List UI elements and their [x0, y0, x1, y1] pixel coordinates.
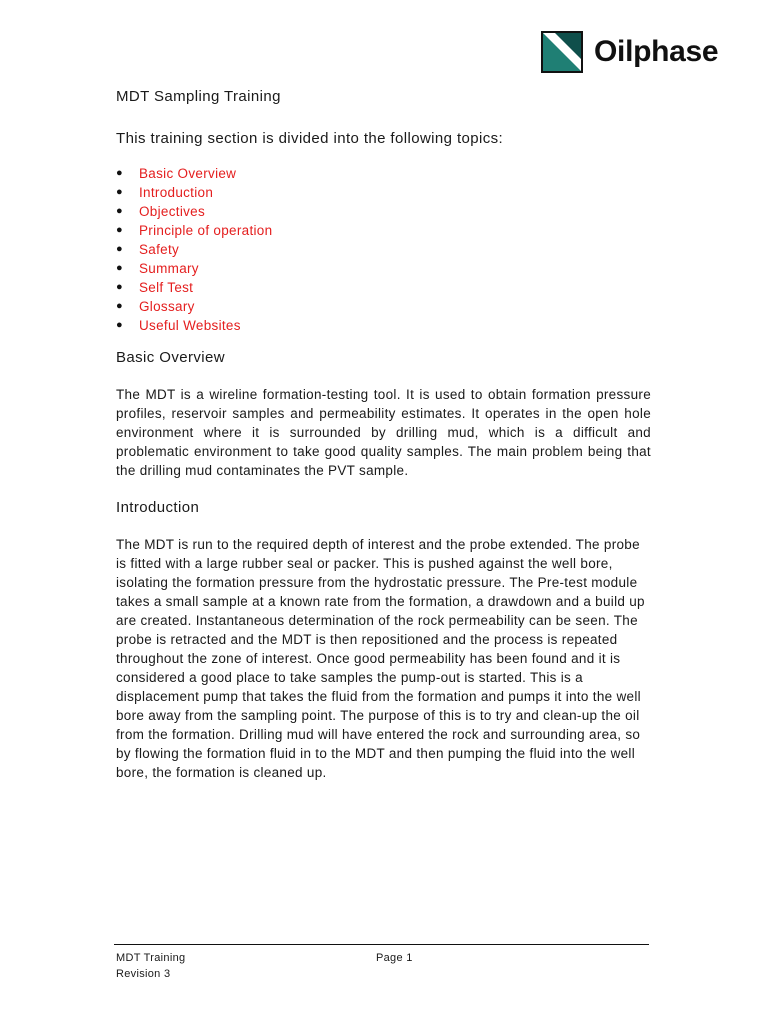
- list-item: [116, 164, 651, 183]
- list-item: [116, 221, 651, 240]
- footer-divider: [114, 944, 649, 945]
- list-item: [116, 202, 651, 221]
- bullet-icon: ●: [116, 281, 123, 293]
- list-item: [116, 259, 651, 278]
- topic-link-glossary[interactable]: Glossary: [139, 299, 195, 314]
- bullet-icon: ●: [116, 205, 123, 217]
- topic-link-basic-overview[interactable]: Basic Overview: [139, 166, 237, 181]
- footer-revision: Revision 3: [116, 968, 171, 980]
- section-body-basic-overview: The MDT is a wireline formation-testing tool. It is used to obtain formation pressure profiles, reservoir samples and permeability estimates. It operates in the open hole environment where it is surrounded by drilling mud, which is a difficult and problematic environment to take good quality samples. The main problem being that the drilling mud contaminates the PVT sample.: [116, 387, 651, 478]
- footer-document-name: MDT Training: [116, 952, 186, 964]
- list-item: [116, 278, 651, 297]
- bullet-icon: ●: [116, 186, 123, 198]
- topic-link-introduction[interactable]: Introduction: [139, 185, 214, 200]
- topic-link-objectives[interactable]: Objectives: [139, 204, 206, 219]
- topics-list: [116, 164, 651, 335]
- section-heading-basic-overview: Basic Overview: [116, 349, 225, 366]
- section-body-introduction: The MDT is run to the required depth of interest and the probe extended. The probe is fitted with a large rubber seal or packer. This is pushed against the well bore, isolating the formation pressure from the hydrostatic pressure. The Pre-test module takes a small sample at a known rate from the formation, a drawdown and a build up are created. Instantaneous determination of the rock permeability can be seen. The probe is retracted and the MDT is then repositioned and the process is repeated throughout the zone of interest. Once good permeability has been found and it is considered a good place to take samples the pump-out is started. This is a displacement pump that takes the fluid from the formation and pumps it into the well bore away from the sampling point. The purpose of this is to try and clean-up the oil from the formation. Drilling mud will have entered the rock and surrounding area, so by flowing the formation fluid in to the MDT and then pumping the fluid into the well bore, the formation is cleaned up.: [116, 537, 645, 780]
- document-title: MDT Sampling Training: [116, 88, 281, 105]
- bullet-icon: ●: [116, 224, 123, 236]
- bullet-icon: ●: [116, 300, 123, 312]
- footer-page-number: Page 1: [376, 952, 413, 964]
- list-item: [116, 297, 651, 316]
- topic-link-principle-of-operation[interactable]: Principle of operation: [139, 223, 273, 238]
- oilphase-logo-text: Oilphase: [594, 35, 719, 68]
- bullet-icon: ●: [116, 319, 123, 331]
- document-body: [116, 86, 651, 799]
- list-item: [116, 316, 651, 335]
- oilphase-logo: [541, 31, 718, 73]
- topic-link-summary[interactable]: Summary: [139, 261, 199, 276]
- footer-document-info: [116, 950, 185, 982]
- bullet-icon: ●: [116, 243, 123, 255]
- bullet-icon: ●: [116, 167, 123, 179]
- topic-link-safety[interactable]: Safety: [139, 242, 180, 257]
- bullet-icon: ●: [116, 262, 123, 274]
- topic-link-self-test[interactable]: Self Test: [139, 280, 194, 295]
- topics-intro: This training section is divided into the following topics:: [116, 130, 504, 147]
- topic-link-useful-websites[interactable]: Useful Websites: [139, 318, 241, 333]
- section-heading-introduction: Introduction: [116, 499, 200, 516]
- list-item: [116, 240, 651, 259]
- oilphase-logo-mark-icon: [541, 31, 583, 73]
- list-item: [116, 183, 651, 202]
